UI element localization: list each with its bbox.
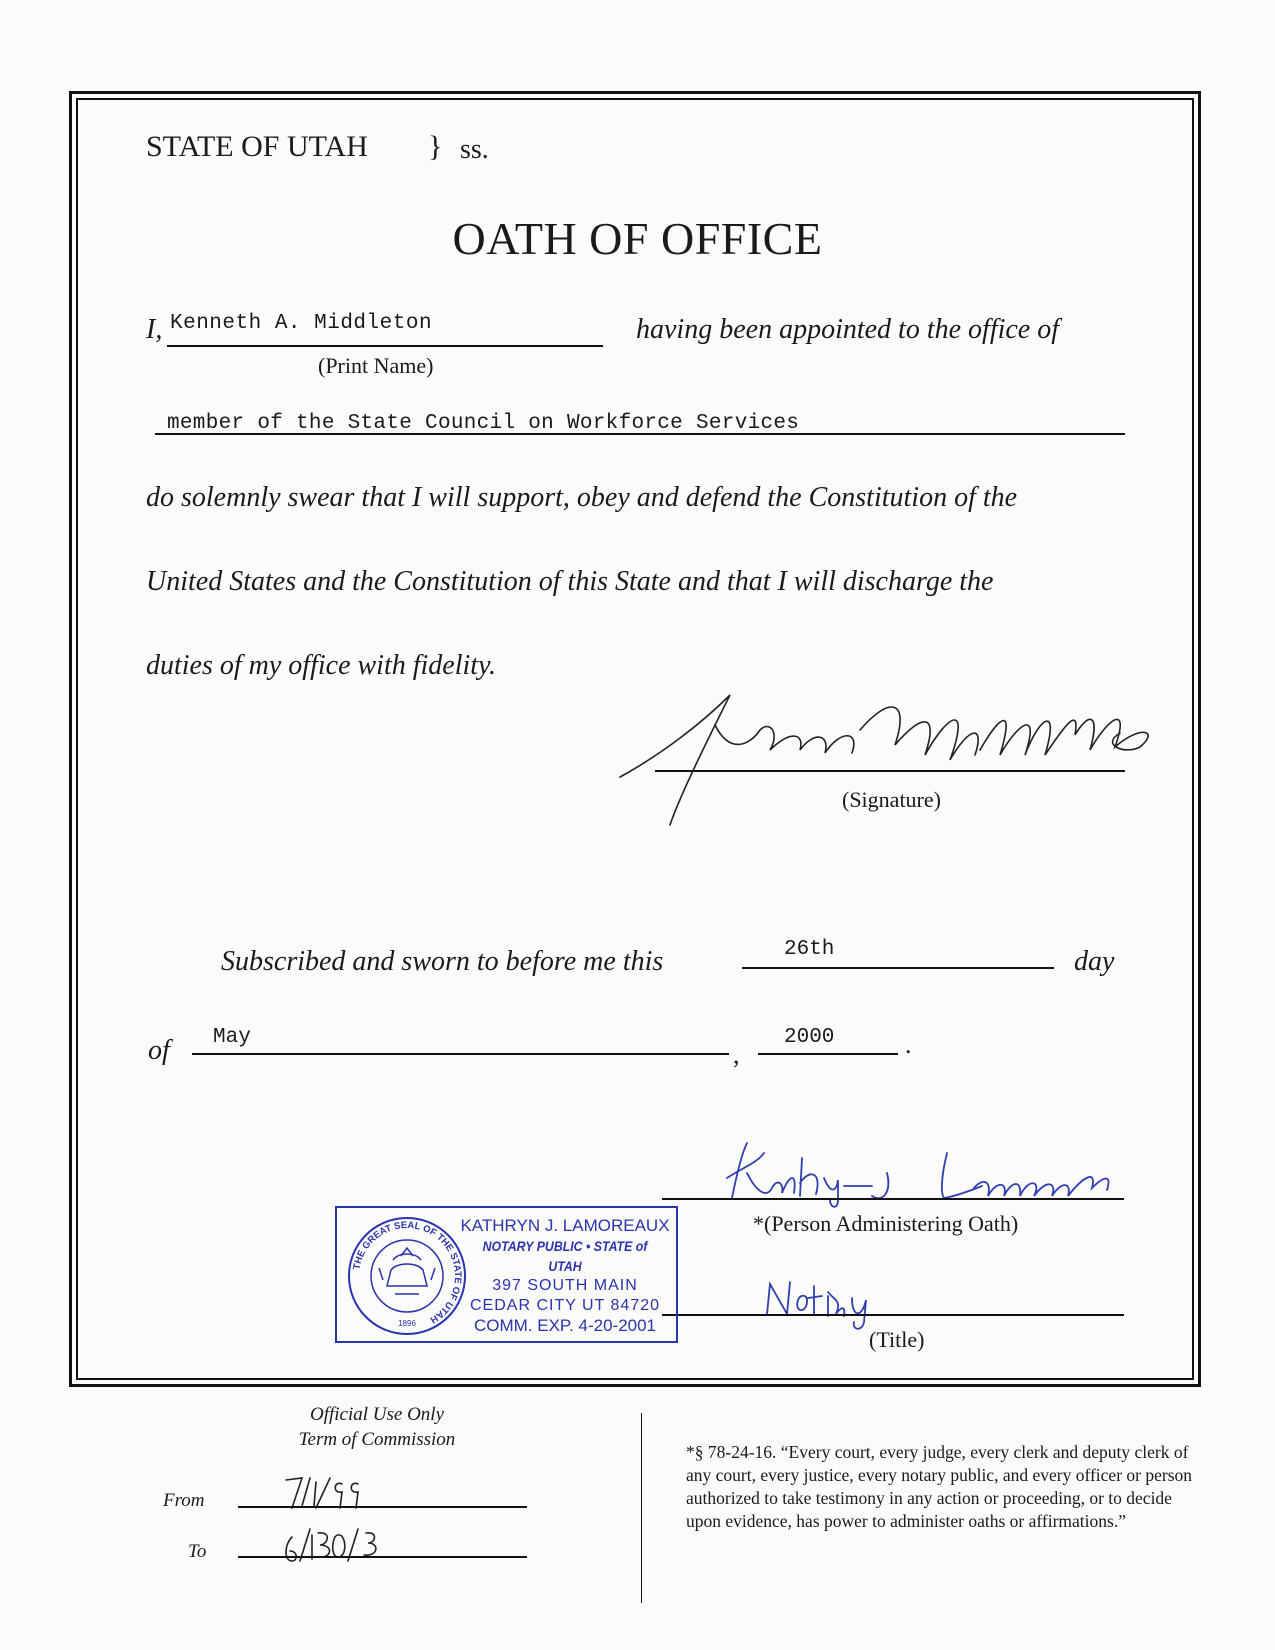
oath-prefix: I, bbox=[146, 314, 163, 345]
title-line bbox=[662, 1314, 1124, 1316]
official-use-heading: Official Use Only bbox=[309, 1404, 445, 1425]
from-label: From bbox=[163, 1490, 205, 1511]
notary-title: NOTARY PUBLIC • STATE of UTAH bbox=[482, 1238, 648, 1274]
title-label: (Title) bbox=[869, 1327, 925, 1352]
subscribed-text: Subscribed and sworn to before me this bbox=[221, 946, 664, 977]
notary-city: CEDAR CITY UT 84720 bbox=[469, 1297, 661, 1314]
day-label: day bbox=[1074, 946, 1115, 977]
statute-footnote: *§ 78-24-16. “Every court, every judge, every clerk and deputy clerk of any court, every justice, every notary public, and every officer or person authorized to take testimony in any action or proceeding, or to decide upon evidence, has power to administer oaths or affirmations.” bbox=[686, 1442, 1193, 1531]
of-label: of bbox=[148, 1035, 170, 1066]
day-value: 26th bbox=[784, 938, 835, 961]
year-value: 2000 bbox=[784, 1026, 835, 1049]
office-line bbox=[155, 433, 1125, 435]
signature-label: (Signature) bbox=[842, 787, 941, 812]
utah-seal-icon bbox=[343, 1212, 471, 1340]
print-name-line bbox=[167, 345, 603, 347]
footer-divider bbox=[641, 1413, 642, 1603]
notary-stamp bbox=[335, 1206, 678, 1343]
office-value: member of the State Council on Workforce Services bbox=[167, 412, 800, 435]
brace-mark: } bbox=[428, 130, 443, 163]
month-line bbox=[192, 1053, 729, 1055]
administering-label: *(Person Administering Oath) bbox=[753, 1211, 1019, 1236]
notary-stamp-text bbox=[455, 1216, 675, 1336]
page-title: OATH OF OFFICE bbox=[452, 213, 823, 264]
month-value: May bbox=[213, 1026, 251, 1049]
handwritten-title bbox=[762, 1278, 892, 1328]
to-label: To bbox=[188, 1541, 207, 1562]
to-date-handwritten bbox=[282, 1523, 392, 1565]
signature-line bbox=[655, 770, 1125, 772]
state-heading: STATE OF UTAH bbox=[146, 130, 368, 163]
day-line bbox=[742, 967, 1054, 969]
seal-year: 1896 bbox=[398, 1319, 416, 1328]
from-line bbox=[238, 1506, 527, 1508]
notary-commission-expiry: COMM. EXP. 4-20-2001 bbox=[473, 1316, 657, 1335]
year-line bbox=[758, 1053, 898, 1055]
notary-name: KATHRYN J. LAMOREAUX bbox=[460, 1216, 670, 1235]
print-name-value: Kenneth A. Middleton bbox=[170, 312, 433, 335]
to-line bbox=[238, 1556, 527, 1558]
administering-line bbox=[662, 1198, 1124, 1200]
notary-address: 397 SOUTH MAIN bbox=[492, 1277, 638, 1294]
oath-text-line: United States and the Constitution of this State and that I will discharge the bbox=[146, 566, 994, 597]
oath-text-line: do solemnly swear that I will support, obey and defend the Constitution of the bbox=[146, 482, 1018, 513]
seal-ring-text: THE GREAT SEAL OF THE STATE OF UTAH bbox=[351, 1219, 464, 1326]
term-heading: Term of Commission bbox=[298, 1429, 456, 1450]
comma: , bbox=[733, 1040, 740, 1069]
appointed-text: having been appointed to the office of bbox=[636, 314, 1060, 345]
ss-abbrev: ss. bbox=[460, 134, 489, 165]
print-name-label: (Print Name) bbox=[318, 353, 434, 378]
period: . bbox=[905, 1030, 912, 1059]
oath-text-line: duties of my office with fidelity. bbox=[146, 650, 496, 681]
svg-text:THE GREAT SEAL OF THE STATE OF bbox=[351, 1220, 463, 1325]
